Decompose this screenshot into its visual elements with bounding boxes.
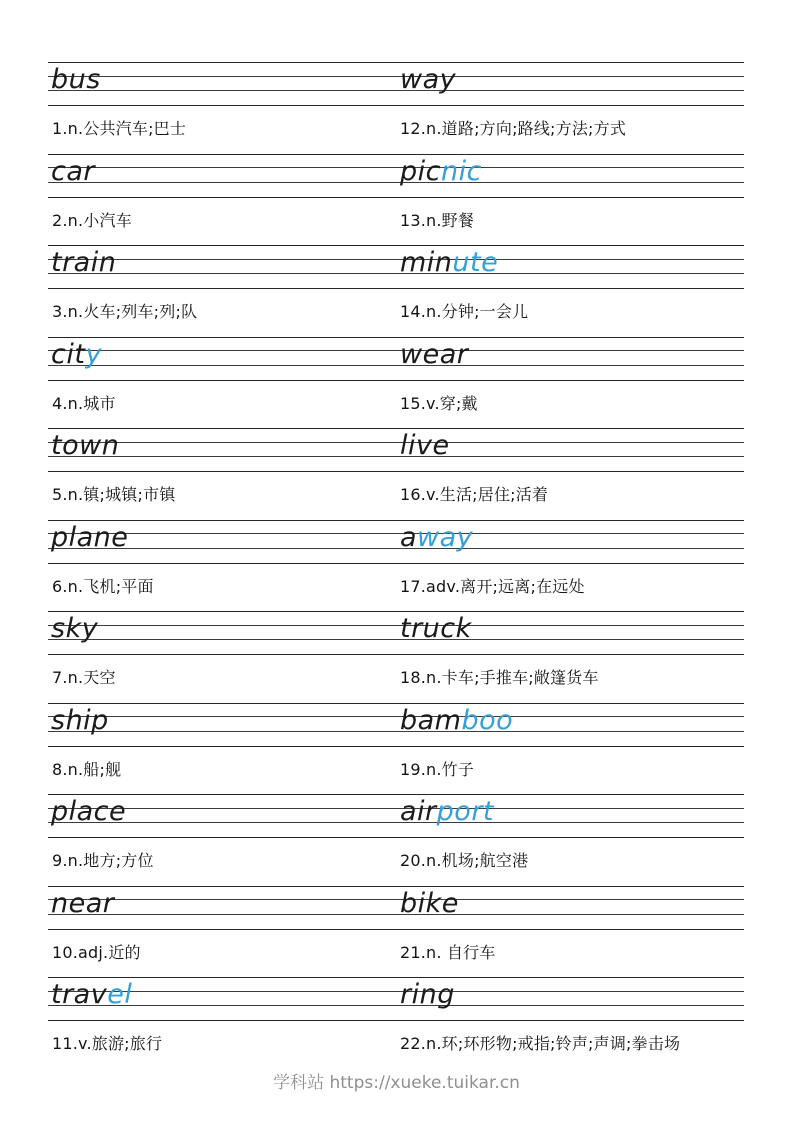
english-word-left (51, 888, 114, 919)
chinese-definition-left: 8.n.船;舰 (52, 759, 122, 779)
rule-line-bottom (48, 471, 744, 472)
rule-line-baseline (48, 365, 744, 366)
english-word-left (51, 522, 128, 553)
word-text: a (400, 521, 418, 553)
handwriting-four-line-grid (48, 703, 744, 746)
word-text: train (51, 247, 117, 278)
rule-line-bottom (48, 380, 744, 381)
rule-line-top (48, 62, 744, 63)
rule-line-upper-mid (48, 442, 744, 443)
chinese-definition-right: 20.n.机场;航空港 (400, 851, 529, 870)
vocab-row (48, 428, 744, 520)
rule-line-bottom (48, 654, 744, 655)
word-text: plane (51, 521, 129, 553)
rule-line-top (48, 428, 744, 429)
rule-line-top (48, 154, 744, 155)
rule-line-bottom (48, 288, 744, 289)
vocab-row (48, 794, 744, 886)
rule-line-bottom (48, 563, 744, 564)
handwriting-four-line-grid (48, 886, 744, 929)
rule-line-bottom (48, 837, 744, 838)
vocabulary-sheet (48, 62, 744, 1069)
word-text: trav (51, 979, 108, 1010)
chinese-definition-left: 4.n.城市 (52, 393, 116, 413)
rule-line-upper-mid (48, 625, 744, 626)
rule-line-bottom (48, 746, 744, 747)
word-text: pic (400, 155, 441, 187)
word-text: ring (400, 979, 455, 1010)
rule-line-top (48, 520, 744, 521)
word-highlighted-suffix: way (417, 521, 474, 553)
word-highlighted-suffix: nic (441, 155, 482, 187)
chinese-definition-right: 14.n.分钟;一会儿 (400, 302, 529, 321)
rule-line-bottom (48, 1020, 744, 1021)
handwriting-four-line-grid (48, 245, 744, 288)
english-word-right (400, 339, 468, 370)
word-text: bam (400, 704, 462, 736)
handwriting-four-line-grid (48, 977, 744, 1020)
word-highlighted-suffix: port (436, 796, 495, 827)
english-word-right (400, 979, 455, 1010)
rule-line-baseline (48, 182, 744, 183)
rule-line-upper-mid (48, 533, 744, 534)
word-text: near (51, 887, 115, 919)
chinese-definition-left: 7.n.天空 (52, 668, 116, 687)
chinese-definition-right: 12.n.道路;方向;路线;方法;方式 (400, 119, 627, 138)
rule-line-top (48, 245, 744, 246)
word-highlighted-suffix: boo (461, 704, 514, 736)
word-text: truck (400, 613, 472, 644)
rule-line-bottom (48, 929, 744, 930)
chinese-definition-left: 2.n.小汽车 (52, 210, 132, 230)
rule-line-top (48, 794, 744, 795)
handwriting-four-line-grid (48, 154, 744, 197)
english-word-left (51, 979, 132, 1010)
word-text: place (51, 796, 127, 827)
english-word-left (51, 339, 102, 370)
rule-line-baseline (48, 273, 744, 274)
rule-line-baseline (48, 456, 744, 457)
rule-line-upper-mid (48, 167, 744, 168)
rule-line-upper-mid (48, 808, 744, 809)
chinese-definition-left: 3.n.火车;列车;列;队 (52, 302, 198, 321)
chinese-definition-left: 9.n.地方;方位 (52, 851, 154, 870)
english-word-right (400, 522, 473, 553)
word-text: bike (400, 887, 459, 919)
rule-line-top (48, 337, 744, 338)
word-text: cit (51, 338, 86, 370)
rule-line-bottom (48, 197, 744, 198)
rule-line-baseline (48, 731, 744, 732)
vocab-row (48, 886, 744, 978)
chinese-definition-right: 16.v.生活;居住;活着 (400, 485, 549, 504)
chinese-definition-right: 19.n.竹子 (400, 759, 475, 779)
chinese-definition-left: 5.n.镇;城镇;市镇 (52, 485, 176, 504)
word-text: ship (51, 704, 109, 736)
english-word-left (51, 796, 126, 827)
word-highlighted-suffix: el (107, 979, 133, 1010)
english-word-left (51, 247, 116, 278)
chinese-definition-left: 6.n.飞机;平面 (52, 576, 154, 596)
rule-line-top (48, 703, 744, 704)
rule-line-top (48, 886, 744, 887)
handwriting-four-line-grid (48, 520, 744, 563)
handwriting-four-line-grid (48, 611, 744, 654)
word-text: bus (51, 64, 101, 95)
word-text: min (400, 247, 453, 278)
site-watermark: 学科站 https://xueke.tuikar.cn (273, 1073, 520, 1093)
handwriting-four-line-grid (48, 337, 744, 380)
word-highlighted-suffix: y (85, 338, 102, 370)
rule-line-top (48, 611, 744, 612)
word-text: live (400, 430, 450, 461)
rule-line-baseline (48, 90, 744, 91)
chinese-definition-left: 10.adj.近的 (52, 942, 141, 962)
rule-line-upper-mid (48, 76, 744, 77)
chinese-definition-right: 15.v.穿;戴 (400, 393, 478, 413)
english-word-right (400, 705, 513, 736)
english-word-right (400, 613, 472, 644)
english-word-left (51, 64, 101, 95)
english-word-right (400, 156, 482, 187)
english-word-left (51, 430, 119, 461)
handwriting-four-line-grid (48, 794, 744, 837)
word-text: wear (400, 338, 469, 370)
rule-line-baseline (48, 1005, 744, 1006)
chinese-definition-right: 17.adv.离开;远离;在远处 (400, 576, 585, 596)
vocab-row (48, 977, 744, 1069)
rule-line-upper-mid (48, 716, 744, 717)
rule-line-bottom (48, 105, 744, 106)
chinese-definition-left: 1.n.公共汽车;巴士 (52, 119, 187, 138)
handwriting-four-line-grid (48, 62, 744, 105)
rule-line-baseline (48, 639, 744, 640)
vocab-row (48, 611, 744, 703)
vocab-row (48, 703, 744, 795)
word-text: car (51, 155, 95, 187)
word-highlighted-suffix: ute (452, 247, 499, 278)
vocab-row (48, 62, 744, 154)
handwriting-four-line-grid (48, 428, 744, 471)
english-word-left (51, 705, 109, 736)
rule-line-upper-mid (48, 899, 744, 900)
rule-line-upper-mid (48, 991, 744, 992)
chinese-definition-left: 11.v.旅游;旅行 (52, 1034, 163, 1053)
rule-line-upper-mid (48, 350, 744, 351)
word-text: way (400, 64, 457, 95)
word-text: air (400, 796, 437, 827)
english-word-left (51, 156, 95, 187)
rule-line-upper-mid (48, 259, 744, 260)
vocab-row (48, 337, 744, 429)
english-word-right (400, 247, 498, 278)
vocab-row (48, 154, 744, 246)
rule-line-top (48, 977, 744, 978)
word-text: sky (51, 613, 99, 644)
english-word-right (400, 796, 494, 827)
english-word-left (51, 613, 98, 644)
word-text: town (51, 430, 120, 461)
chinese-definition-right: 18.n.卡车;手推车;敞篷货车 (400, 668, 599, 687)
vocab-row (48, 520, 744, 612)
chinese-definition-right: 21.n. 自行车 (400, 942, 496, 962)
rule-line-baseline (48, 914, 744, 915)
english-word-right (400, 430, 450, 461)
english-word-right (400, 64, 456, 95)
chinese-definition-right: 13.n.野餐 (400, 210, 475, 230)
vocab-row (48, 245, 744, 337)
rule-line-baseline (48, 822, 744, 823)
chinese-definition-right: 22.n.环;环形物;戒指;铃声;声调;拳击场 (400, 1034, 681, 1053)
rule-line-baseline (48, 548, 744, 549)
english-word-right (400, 888, 459, 919)
